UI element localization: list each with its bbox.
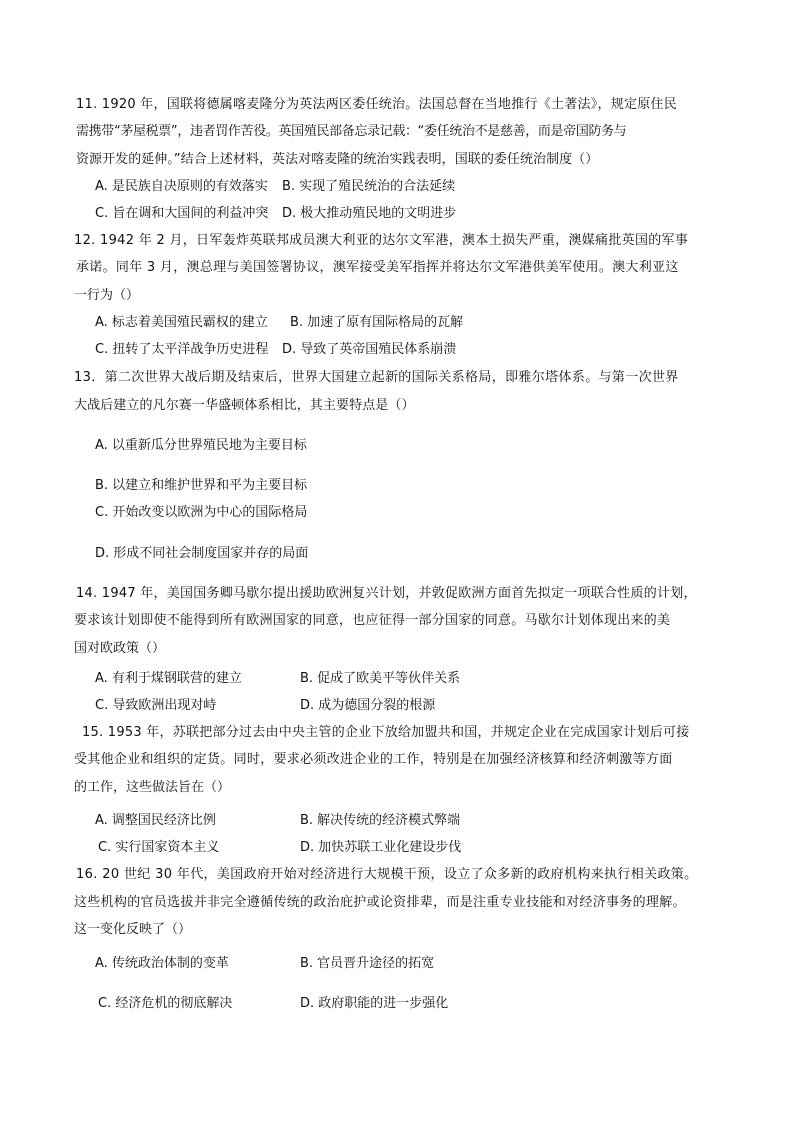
option-d[interactable]: D. 极大推动殖民地的文明进步 <box>282 206 457 221</box>
option-a[interactable]: A. 有利于煤钢联营的建立 <box>95 671 242 686</box>
option-a[interactable]: A. 标志着美国殖民霸权的建立 <box>95 315 268 330</box>
option-b[interactable]: B. 以建立和维护世界和平为主要目标 <box>95 478 308 493</box>
option-b[interactable]: B. 官员晋升途径的拓宽 <box>300 956 435 971</box>
question-text-line: 11. 1920 年，国联将德属喀麦隆分为英法两区委任统治。法国总督在当地推行《土著法》，规定原住民 <box>76 97 678 112</box>
option-a[interactable]: A. 以重新瓜分世界殖民地为主要目标 <box>95 438 307 453</box>
option-c[interactable]: C. 扭转了太平洋战争历史进程 <box>95 342 269 357</box>
question-text-line: 受其他企业和组织的定货。同时，要求必须改进企业的工作，特别是在加强经济核算和经济刺激等方面 <box>74 752 673 767</box>
question-text-line: 资源开发的延伸。”结合上述材料，英法对喀麦隆的统治实践表明，国联的委任统治制度（） <box>76 152 599 167</box>
option-b[interactable]: B. 促成了欧美平等伙伴关系 <box>300 671 461 686</box>
option-b[interactable]: B. 解决传统的经济模式弊端 <box>300 813 461 828</box>
question-text-line: 15. 1953 年，苏联把部分过去由中央主管的企业下放给加盟共和国，并规定企业在完成国家计划后可接 <box>82 725 690 740</box>
option-d[interactable]: D. 政府职能的进一步强化 <box>300 996 449 1011</box>
option-c[interactable]: C. 旨在调和大国间的利益冲突 <box>95 206 269 221</box>
option-b[interactable]: B. 实现了殖民统治的合法延续 <box>282 179 456 194</box>
question-text-line: 的工作，这些做法旨在（） <box>74 780 231 795</box>
option-c[interactable]: C. 开始改变以欧洲为中心的国际格局 <box>95 505 308 520</box>
option-a[interactable]: A. 调整国民经济比例 <box>95 813 216 828</box>
option-c[interactable]: C. 导致欧洲出现对峙 <box>95 698 217 713</box>
question-text-line: 12. 1942 年 2 月，日军轰炸英联邦成员澳大利亚的达尔文军港，澳本土损失严重，澳媒痛批英国的军事 <box>74 233 689 248</box>
option-a[interactable]: A. 传统政治体制的变革 <box>95 956 229 971</box>
option-c[interactable]: C. 实行国家资本主义 <box>98 840 220 855</box>
question-text-line: 13．第二次世界大战后期及结束后，世界大国建立起新的国际关系格局，即雅尔塔体系。与第一次世界 <box>74 370 679 385</box>
question-text-line: 这些机构的官员选拔并非完全遵循传统的政治庇护或论资排辈，而是注重专业技能和对经济事务的理解。 <box>74 895 686 910</box>
question-text-line: 一行为（） <box>74 288 140 303</box>
question-text-line: 国对欧政策（） <box>74 641 166 656</box>
option-a[interactable]: A. 是民族自决原则的有效落实 <box>95 179 268 194</box>
option-c[interactable]: C. 经济危机的彻底解决 <box>98 996 233 1011</box>
question-text-line: 承诺。同年 3 月，澳总理与美国签署协议，澳军接受美军指挥并将达尔文军港供美军使用。澳大利亚这 <box>76 260 679 275</box>
option-d[interactable]: D. 形成不同社会制度国家并存的局面 <box>95 546 309 561</box>
question-text-line: 大战后建立的凡尔赛一华盛顿体系相比，其主要特点是（） <box>74 398 415 413</box>
question-text-line: 这一变化反映了（） <box>74 922 192 937</box>
option-d[interactable]: D. 导致了英帝国殖民体系崩溃 <box>282 342 457 357</box>
question-text-line: 要求该计划即使不能得到所有欧洲国家的同意，也应征得一部分国家的同意。马歇尔计划体现出来的美 <box>74 613 671 628</box>
option-b[interactable]: B. 加速了原有国际格局的瓦解 <box>290 315 464 330</box>
question-text-line: 14. 1947 年，美国国务卿马歇尔提出援助欧洲复兴计划，并敦促欧洲方面首先拟定一项联合性质的计划， <box>76 586 697 601</box>
question-text-line: 需携带“茅屋税票”，违者罚作苦役。英国殖民部备忘录记载：“委任统治不是慈善，而是帝国防务与 <box>76 124 627 139</box>
option-d[interactable]: D. 成为德国分裂的根源 <box>300 698 436 713</box>
question-text-line: 16. 20 世纪 30 年代，美国政府开始对经济进行大规模干预，设立了众多新的政府机构来执行相关政策。 <box>76 867 698 882</box>
option-d[interactable]: D. 加快苏联工业化建设步伐 <box>300 840 462 855</box>
